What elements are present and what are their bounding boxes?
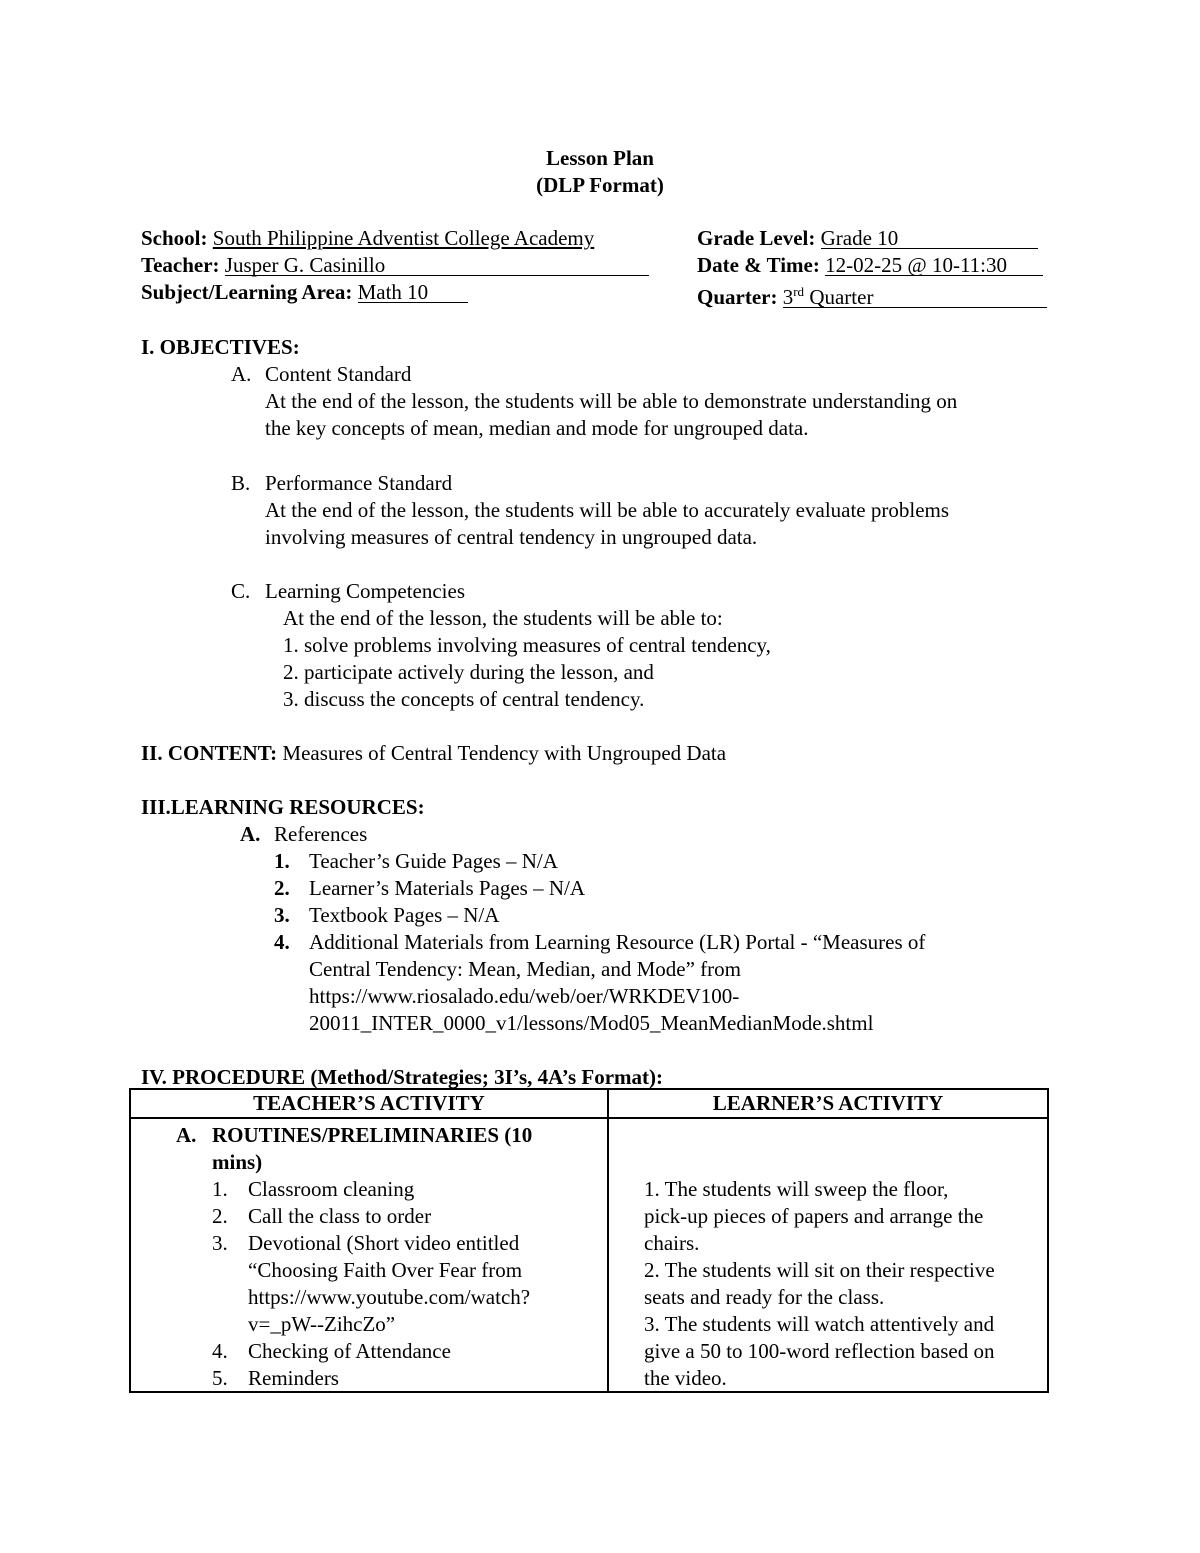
- resource-item: Learner’s Materials Pages – N/A: [309, 876, 586, 900]
- quarter-value: [783, 282, 1047, 308]
- routine-item: Classroom cleaning: [248, 1177, 415, 1201]
- teacher-activity-header: TEACHER’S ACTIVITY: [130, 1089, 608, 1118]
- objective-c-intro: At the end of the lesson, the students will be able to:: [283, 606, 723, 630]
- objective-a-title: Content Standard: [265, 362, 412, 386]
- routine-number: 3.: [212, 1231, 228, 1255]
- objective-a-letter: A.: [231, 362, 252, 386]
- school-label: School:: [141, 226, 208, 250]
- quarter-row: [697, 282, 1047, 308]
- content-value: Measures of Central Tendency with Ungrouped Data: [282, 741, 727, 765]
- competency-item: 3. discuss the concepts of central tendency.: [283, 687, 645, 711]
- subject-label: Subject/Learning Area:: [141, 280, 353, 304]
- grade-value: Grade 10: [821, 228, 1038, 249]
- resource-item: Teacher’s Guide Pages – N/A: [309, 849, 558, 873]
- competency-item: 1. solve problems involving measures of central tendency,: [283, 633, 771, 657]
- learner-line: seats and ready for the class.: [644, 1285, 885, 1309]
- content-row: [141, 743, 726, 764]
- resource-number: 3.: [274, 903, 290, 927]
- competency-item: 2. participate actively during the lesson, and: [283, 660, 654, 684]
- learner-line: give a 50 to 100-word reflection based on: [644, 1339, 995, 1363]
- content-label: II. CONTENT:: [141, 741, 278, 765]
- resource-item-cont: Central Tendency: Mean, Median, and Mode” from: [309, 957, 742, 981]
- objective-b-line: involving measures of central tendency in ungrouped data.: [265, 525, 758, 549]
- section-letter: A.: [176, 1123, 197, 1147]
- routine-item: Reminders: [248, 1366, 339, 1390]
- routine-number: 2.: [212, 1204, 228, 1228]
- subject-value: Math 10: [358, 282, 468, 303]
- routine-link: v=_pW--ZihcZo”: [248, 1312, 396, 1336]
- teacher-label: Teacher:: [141, 253, 220, 277]
- school-value: South Philippine Adventist College Academy: [212, 226, 595, 250]
- teacher-activity-cell: [130, 1118, 608, 1392]
- quarter-word: Quarter: [809, 285, 874, 309]
- date-label: Date & Time:: [697, 253, 820, 277]
- resource-number: 2.: [274, 876, 290, 900]
- doc-subtitle: (DLP Format): [536, 173, 664, 197]
- teacher-value: Jusper G. Casinillo: [225, 255, 649, 276]
- routine-item-cont: “Choosing Faith Over Fear from: [248, 1258, 523, 1282]
- resources-a-letter: A.: [240, 822, 261, 846]
- learner-line: 3. The students will watch attentively and: [644, 1312, 995, 1336]
- teacher-row: [141, 255, 649, 276]
- routine-link: https://www.youtube.com/watch?: [248, 1285, 531, 1309]
- quarter-suffix: rd: [793, 284, 805, 299]
- routine-item: Call the class to order: [248, 1204, 432, 1228]
- objective-c-letter: C.: [231, 579, 251, 603]
- section-title-cont: mins): [212, 1150, 263, 1174]
- objective-b-line: At the end of the lesson, the students will be able to accurately evaluate problems: [265, 498, 950, 522]
- quarter-number: 3: [782, 285, 794, 309]
- routine-item: Checking of Attendance: [248, 1339, 451, 1363]
- objective-a-line: the key concepts of mean, median and mode for ungrouped data.: [265, 416, 809, 440]
- quarter-label: Quarter:: [697, 285, 778, 309]
- routine-item: Devotional (Short video entitled: [248, 1231, 520, 1255]
- learner-line: chairs.: [644, 1231, 700, 1255]
- school-row: [141, 228, 645, 249]
- resource-link: https://www.riosalado.edu/web/oer/WRKDEV100-: [309, 984, 740, 1008]
- resource-link: 20011_INTER_0000_v1/lessons/Mod05_MeanMedianMode.shtml: [309, 1011, 874, 1035]
- learner-activity-cell: [608, 1118, 1048, 1392]
- objective-b-title: Performance Standard: [265, 471, 453, 495]
- procedure-heading: IV. PROCEDURE (Method/Strategies; 3I’s, 4A’s Format):: [141, 1065, 664, 1089]
- learner-line: pick-up pieces of papers and arrange the: [644, 1204, 984, 1228]
- objective-c-title: Learning Competencies: [265, 579, 466, 603]
- resource-number: 4.: [274, 930, 290, 954]
- learner-activity-header: LEARNER’S ACTIVITY: [608, 1089, 1048, 1118]
- routine-number: 1.: [212, 1177, 228, 1201]
- procedure-table: [129, 1088, 1049, 1393]
- subject-row: [141, 282, 468, 303]
- resource-item: Textbook Pages – N/A: [309, 903, 500, 927]
- date-value: 12-02-25 @ 10-11:30: [825, 255, 1043, 276]
- resource-item: Additional Materials from Learning Resource (LR) Portal - “Measures of: [309, 930, 926, 954]
- routine-number: 4.: [212, 1339, 228, 1363]
- learner-line: 2. The students will sit on their respective: [644, 1258, 995, 1282]
- grade-label: Grade Level:: [697, 226, 816, 250]
- resource-number: 1.: [274, 849, 290, 873]
- objective-b-letter: B.: [231, 471, 251, 495]
- doc-title: Lesson Plan: [546, 146, 654, 170]
- resources-heading: III.LEARNING RESOURCES:: [141, 795, 425, 819]
- grade-row: [697, 228, 1038, 249]
- routine-number: 5.: [212, 1366, 228, 1390]
- resources-a-title: References: [274, 822, 368, 846]
- learner-line: 1. The students will sweep the floor,: [644, 1177, 949, 1201]
- objectives-heading: I. OBJECTIVES:: [141, 335, 300, 359]
- section-title: ROUTINES/PRELIMINARIES (10: [212, 1123, 533, 1147]
- date-row: [697, 255, 1043, 276]
- learner-line: the video.: [644, 1366, 727, 1390]
- objective-a-line: At the end of the lesson, the students will be able to demonstrate understanding on: [265, 389, 958, 413]
